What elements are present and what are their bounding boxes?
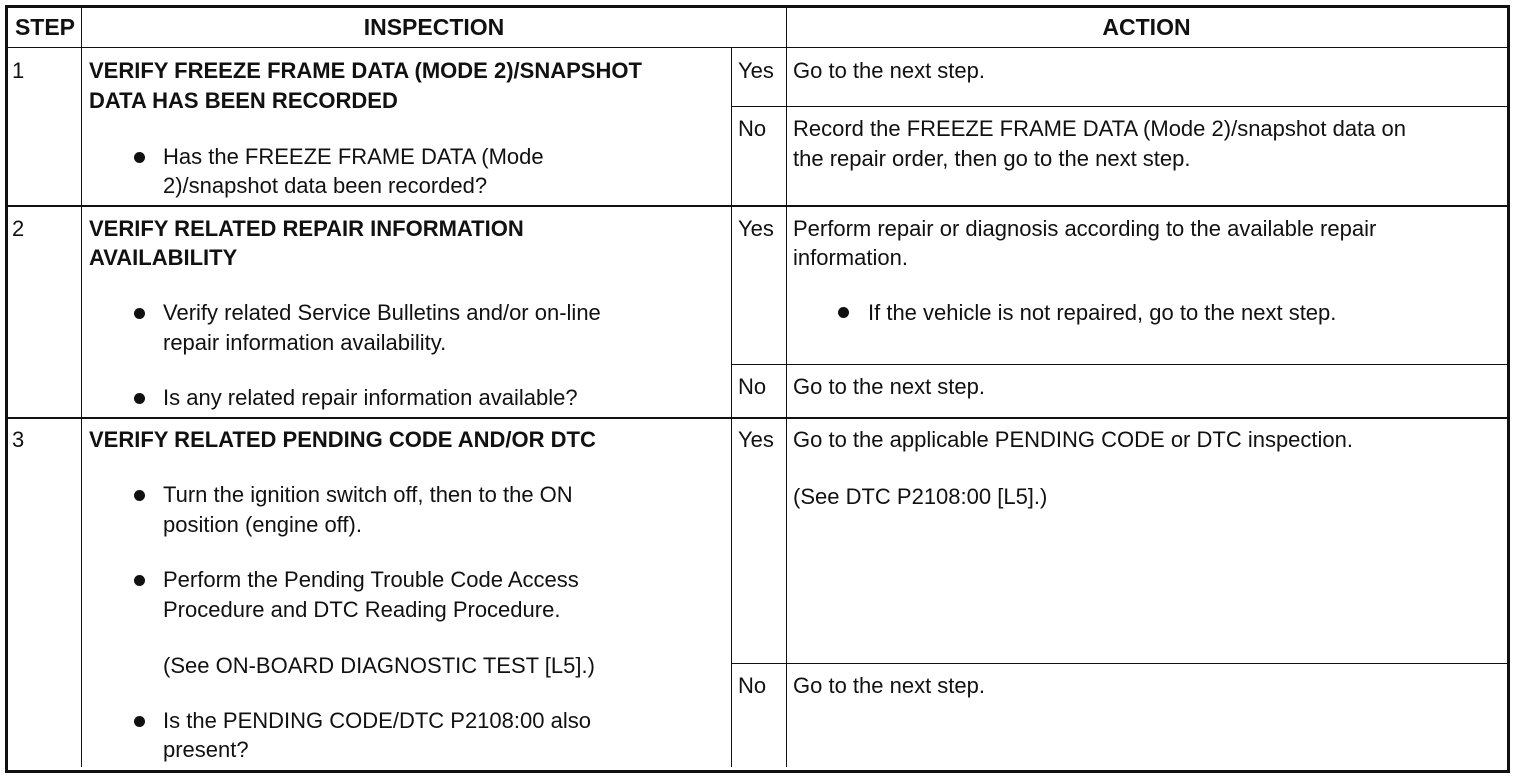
inspection-bullet: Perform the Pending Trouble Code Access — [163, 567, 579, 592]
column-divider-action — [786, 8, 787, 767]
inspection-title: DATA HAS BEEN RECORDED — [89, 88, 398, 113]
inspection-bullet: Verify related Service Bulletins and/or on-line — [163, 300, 601, 325]
yes-action: Go to the applicable PENDING CODE or DTC inspection. — [793, 427, 1354, 452]
yes-action: information. — [793, 245, 908, 270]
bullet-icon — [134, 393, 145, 404]
inspection-bullet: repair information availability. — [163, 330, 447, 355]
column-divider-step — [81, 8, 82, 767]
inspection-title: AVAILABILITY — [89, 245, 238, 270]
inspection-bullet: 2)/snapshot data been recorded? — [163, 173, 488, 198]
inspection-bullet: Turn the ignition switch off, then to the ON — [163, 482, 573, 507]
inspection-bullet: present? — [163, 737, 249, 762]
no-label: No — [738, 374, 767, 399]
bullet-icon — [134, 716, 145, 727]
no-action: Go to the next step. — [793, 673, 986, 698]
header-action: ACTION — [1102, 14, 1191, 40]
inspection-bullet: Is any related repair information available? — [163, 385, 578, 410]
header-divider — [8, 47, 1507, 48]
inspection-title: VERIFY FREEZE FRAME DATA (MODE 2)/SNAPSHOT — [89, 58, 642, 83]
yes-label: Yes — [738, 427, 774, 452]
bullet-icon — [134, 490, 145, 501]
yes-action-bullet: If the vehicle is not repaired, go to the next step. — [868, 300, 1337, 325]
row1-yes-no-divider — [732, 106, 1507, 107]
column-divider-yesno — [731, 48, 732, 767]
bullet-icon — [134, 152, 145, 163]
step-number: 3 — [12, 427, 25, 452]
inspection-reference: (See ON-BOARD DIAGNOSTIC TEST [L5].) — [163, 653, 595, 678]
yes-action: Go to the next step. — [793, 58, 986, 83]
bullet-icon — [838, 307, 849, 318]
no-action: Go to the next step. — [793, 374, 986, 399]
bullet-icon — [134, 308, 145, 319]
row-divider-1 — [8, 205, 1507, 207]
row3-yes-no-divider — [732, 663, 1507, 664]
no-label: No — [738, 116, 767, 141]
no-label: No — [738, 673, 767, 698]
header-step: STEP — [14, 14, 76, 40]
header-inspection: INSPECTION — [363, 14, 505, 40]
step-number: 2 — [12, 216, 25, 241]
inspection-bullet: Is the PENDING CODE/DTC P2108:00 also — [163, 708, 591, 733]
no-action: Record the FREEZE FRAME DATA (Mode 2)/snapshot data on — [793, 116, 1406, 141]
step-number: 1 — [12, 58, 25, 83]
row2-yes-no-divider — [732, 364, 1507, 365]
inspection-bullet: position (engine off). — [163, 512, 362, 537]
inspection-bullet: Has the FREEZE FRAME DATA (Mode — [163, 144, 544, 169]
yes-action-reference: (See DTC P2108:00 [L5].) — [793, 484, 1048, 509]
inspection-bullet: Procedure and DTC Reading Procedure. — [163, 597, 561, 622]
inspection-title: VERIFY RELATED PENDING CODE AND/OR DTC — [89, 427, 596, 452]
yes-action: Perform repair or diagnosis according to the available repair — [793, 216, 1377, 241]
yes-label: Yes — [738, 58, 774, 83]
inspection-title: VERIFY RELATED REPAIR INFORMATION — [89, 216, 524, 241]
bullet-icon — [134, 575, 145, 586]
yes-label: Yes — [738, 216, 774, 241]
no-action: the repair order, then go to the next step. — [793, 146, 1191, 171]
row-divider-2 — [8, 417, 1507, 419]
